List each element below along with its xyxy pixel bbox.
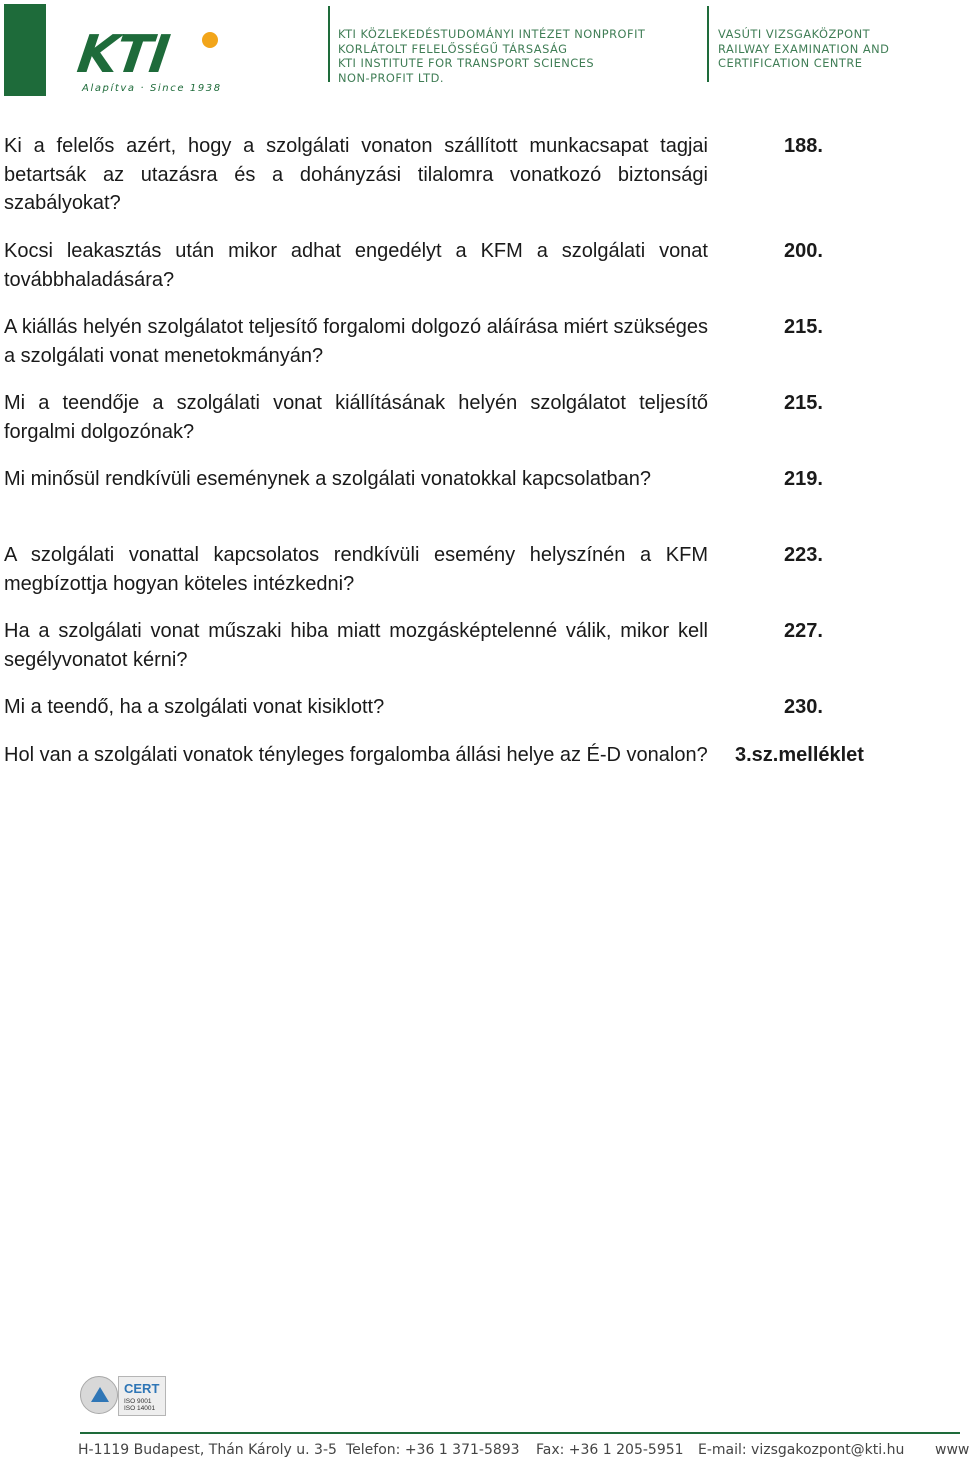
badge-iso-14001: ISO 14001 bbox=[124, 1405, 156, 1412]
page-header bbox=[0, 0, 960, 110]
institute-name bbox=[338, 27, 645, 85]
question-reference: 3.sz.melléklet bbox=[735, 744, 864, 766]
badge-cert-label: CERT bbox=[124, 1381, 160, 1396]
footer-email: E-mail: vizsgakozpont@kti.hu bbox=[698, 1442, 905, 1458]
logo-wordmark: KTI bbox=[73, 25, 172, 85]
question-reference: 227. bbox=[784, 620, 823, 642]
header-green-bar bbox=[4, 4, 46, 96]
question-text: Mi minősül rendkívüli eseménynek a szolgálati vonatokkal kapcsolatban? bbox=[4, 468, 652, 490]
question-text: Ha a szolgálati vonat műszaki hiba miatt mozgásképtelenné válik, mikor kell segélyvonatot kérni? bbox=[4, 620, 708, 671]
centre-line: CERTIFICATION CENTRE bbox=[718, 56, 863, 70]
footer-rule bbox=[80, 1432, 960, 1434]
centre-line: VASÚTI VIZSGAKÖZPONT bbox=[718, 27, 871, 41]
certification-badge bbox=[80, 1376, 166, 1416]
question-text: Hol van a szolgálati vonatok tényleges forgalomba állási helye az É-D vonalon? bbox=[4, 744, 708, 766]
question-text: A szolgálati vonattal kapcsolatos rendkívüli esemény helyszínén a KFM megbízottja hogyan köteles intézkedni? bbox=[4, 544, 708, 595]
centre-name bbox=[718, 27, 889, 71]
question-reference: 200. bbox=[784, 240, 823, 262]
question-text: Ki a felelős azért, hogy a szolgálati vonaton szállított munkacsapat tagjai betartsák az utazásra és a dohányzási tilalomra vonatkozó biztonsági szabályokat? bbox=[4, 135, 708, 214]
question-reference: 219. bbox=[784, 468, 823, 490]
question-text: Mi a teendője a szolgálati vonat kiállításának helyén szolgálatot teljesítő forgalmi dolgozónak? bbox=[4, 392, 708, 443]
badge-iso-9001: ISO 9001 bbox=[124, 1398, 152, 1405]
institute-line: NON-PROFIT LTD. bbox=[338, 70, 444, 85]
kti-logo bbox=[73, 25, 228, 98]
question-text: Mi a teendő, ha a szolgálati vonat kisiklott? bbox=[4, 696, 385, 718]
question-text: Kocsi leakasztás után mikor adhat engedélyt a KFM a szolgálati vonat továbbhaladására? bbox=[4, 240, 708, 291]
header-divider bbox=[707, 6, 709, 82]
question-reference: 230. bbox=[784, 696, 823, 718]
question-reference: 188. bbox=[784, 135, 823, 157]
institute-line: KORLÁTOLT FELELŐSSÉGŰ TÁRSASÁG bbox=[338, 41, 568, 56]
question-reference: 215. bbox=[784, 392, 823, 414]
institute-line: KTI INSTITUTE FOR TRANSPORT SCIENCES bbox=[338, 56, 595, 70]
footer-phone: Telefon: +36 1 371-5893 bbox=[346, 1442, 520, 1458]
logo-sun-dot bbox=[202, 32, 218, 48]
badge-iso-list bbox=[124, 1398, 155, 1412]
question-reference: 215. bbox=[784, 316, 823, 338]
question-text: A kiállás helyén szolgálatot teljesítő forgalomi dolgozó aláírása miért szükséges a szolgálati vonat menetokmányán? bbox=[4, 316, 708, 367]
tuv-seal-icon bbox=[80, 1376, 118, 1414]
question-reference: 223. bbox=[784, 544, 823, 566]
footer-fax: Fax: +36 1 205-5951 bbox=[536, 1442, 684, 1458]
footer-address: H-1119 Budapest, Thán Károly u. 3-5 bbox=[78, 1442, 337, 1458]
header-divider bbox=[328, 6, 330, 82]
institute-line: KTI KÖZLEKEDÉSTUDOMÁNYI INTÉZET NONPROFIT bbox=[338, 27, 646, 41]
logo-tagline: Alapítva · Since 1938 bbox=[82, 83, 222, 94]
centre-line: RAILWAY EXAMINATION AND bbox=[718, 41, 890, 56]
footer-web: www bbox=[935, 1442, 969, 1458]
